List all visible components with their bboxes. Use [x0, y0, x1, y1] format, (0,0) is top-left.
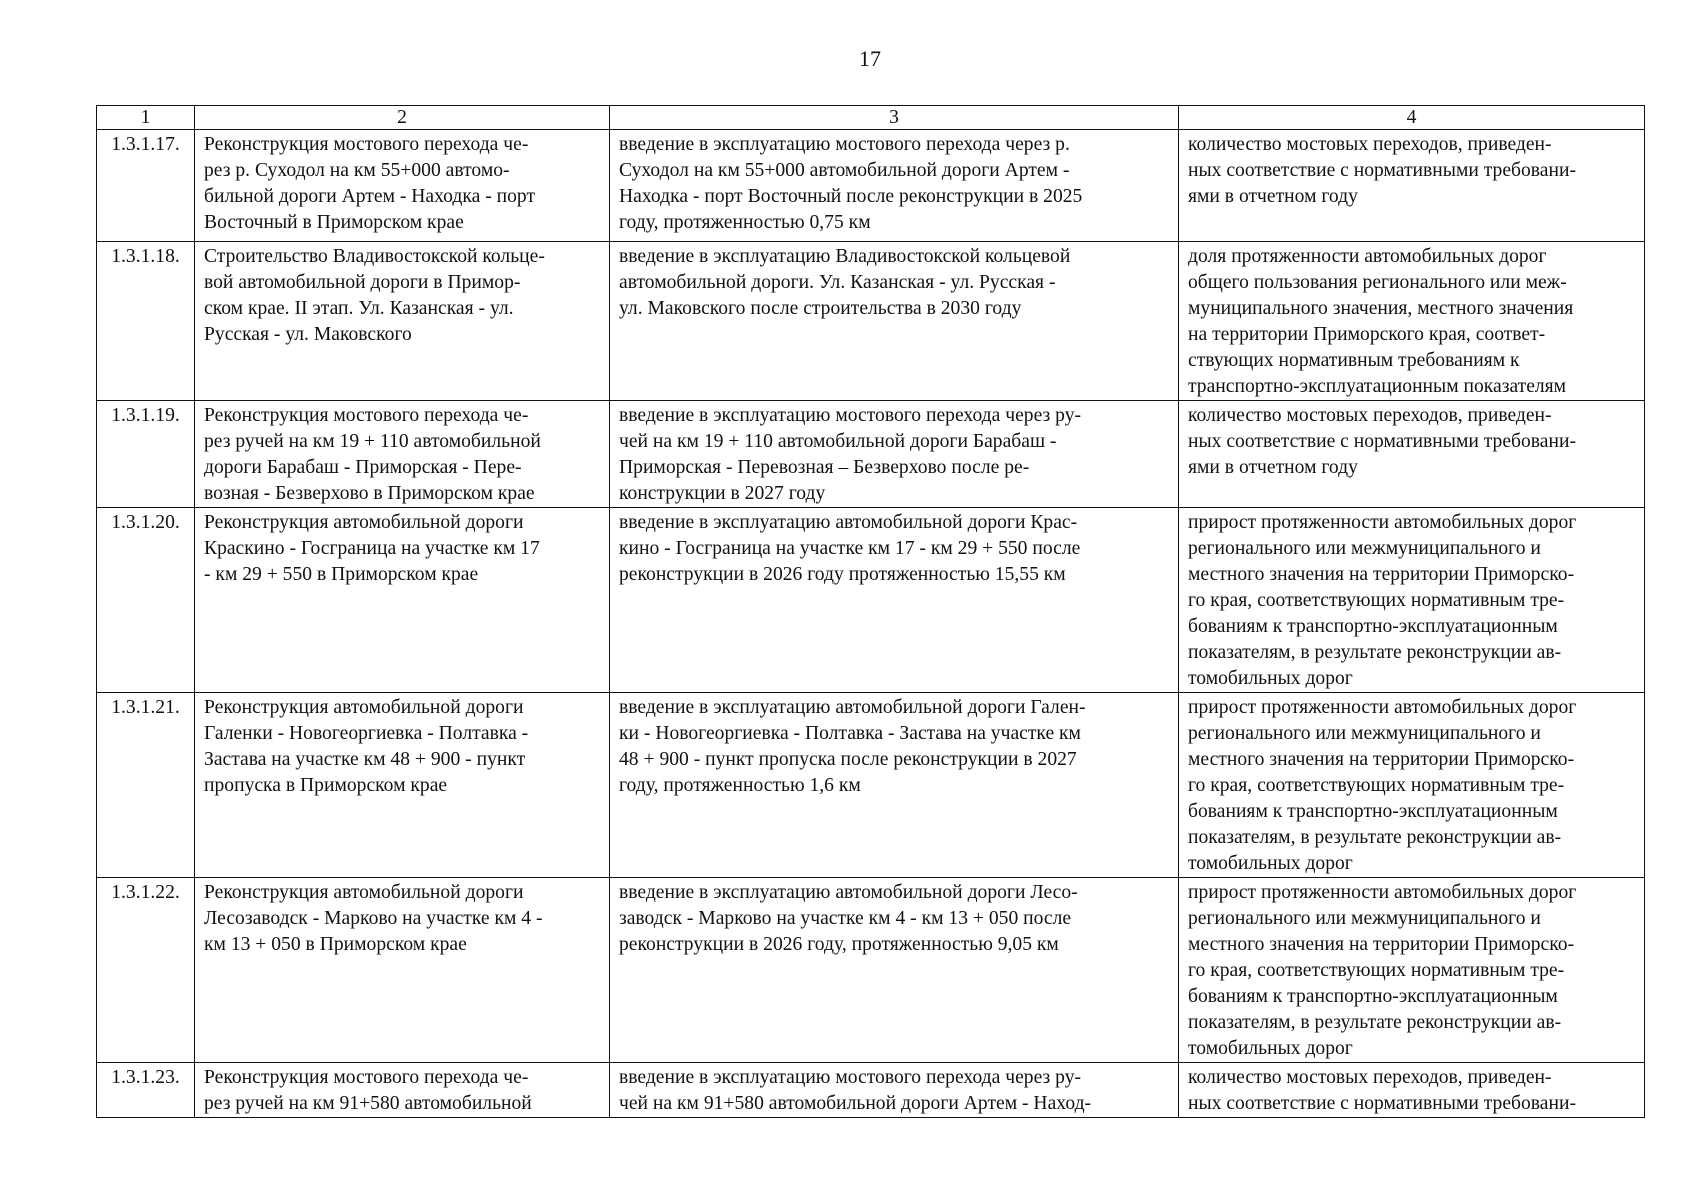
cell-text-line: бованиям к транспортно-эксплуатационным [1188, 616, 1558, 637]
cell-text-line: конструкции в 2027 году [619, 483, 826, 504]
cell-text-line: Восточный в Приморском крае [204, 212, 464, 233]
page-number: 17 [859, 46, 881, 71]
cell-text-line: местного значения на территории Приморско- [1188, 934, 1575, 955]
cell-text-line: введение в эксплуатацию мостового перехода через р. [619, 134, 1070, 155]
cell-text-line: введение в эксплуатацию автомобильной дороги Лесо- [619, 882, 1078, 903]
cell-text-line: ствующих нормативным требованиям к [1188, 350, 1520, 371]
cell-text-line: Реконструкция автомобильной дороги [204, 882, 524, 903]
cell-text-line: Лесозаводск - Марково на участке км 4 - [204, 908, 543, 929]
cell-text-line: ных соответствие с нормативными требовани- [1188, 1093, 1576, 1114]
measure-name-cell [195, 401, 610, 508]
cell-text-line: местного значения на территории Приморско- [1188, 564, 1575, 585]
cell-text-line: Реконструкция мостового перехода че- [204, 134, 529, 155]
result-description-cell [610, 878, 1179, 1063]
cell-text-line: чей на км 91+580 автомобильной дороги Артем - Наход- [619, 1093, 1092, 1114]
cell-text-line: ных соответствие с нормативными требовани- [1188, 431, 1576, 452]
cell-text-line: показателям, в результате реконструкции ав- [1188, 1012, 1562, 1033]
cell-text-line: го края, соответствующих нормативным тре- [1188, 960, 1565, 981]
cell-text-line: пропуска в Приморском крае [204, 775, 448, 796]
cell-text-line: вой автомобильной дороги в Примор- [204, 272, 521, 293]
cell-text-line: го края, соответствующих нормативным тре- [1188, 590, 1565, 611]
cell-text-line: Приморская - Перевозная – Безверхово после ре- [619, 457, 1030, 478]
cell-text-line: реконструкции в 2026 году протяженностью 15,55 км [619, 564, 1066, 585]
cell-text-line: показателям, в результате реконструкции ав- [1188, 827, 1562, 848]
cell-text-line: Суходол на км 55+000 автомобильной дороги Артем - [619, 160, 1070, 181]
header-col-1: 1 [97, 106, 195, 130]
cell-text-line: общего пользования регионального или меж- [1188, 272, 1567, 293]
cell-text-line: заводск - Марково на участке км 4 - км 13 + 050 после [619, 908, 1072, 929]
cell-text-line: Реконструкция автомобильной дороги [204, 512, 524, 533]
row-number-cell: 1.3.1.17. [97, 130, 195, 242]
cell-text-line: бованиям к транспортно-эксплуатационным [1188, 986, 1558, 1007]
cell-text-line: Реконструкция автомобильной дороги [204, 697, 524, 718]
table-body [97, 130, 1645, 1118]
cell-text-line: на территории Приморского края, соответ- [1188, 324, 1546, 345]
indicator-cell [1179, 508, 1645, 693]
cell-text-line: прирост протяженности автомобильных дорог [1188, 512, 1577, 533]
cell-text-line: ных соответствие с нормативными требовани- [1188, 160, 1576, 181]
row-number-cell: 1.3.1.21. [97, 693, 195, 878]
table-row [97, 878, 1645, 1063]
program-measures-table [96, 105, 1645, 1118]
cell-text-line: регионального или межмуниципального и [1188, 723, 1541, 744]
table-row [97, 508, 1645, 693]
result-description-cell [610, 242, 1179, 401]
cell-text-line: го края, соответствующих нормативным тре- [1188, 775, 1565, 796]
measure-name-cell [195, 130, 610, 242]
cell-text-line: ки - Новогеоргиевка - Полтавка - Застава на участке км [619, 723, 1081, 744]
cell-text-line: дороги Барабаш - Приморская - Пере- [204, 457, 522, 478]
measure-name-cell [195, 878, 610, 1063]
cell-text-line: местного значения на территории Приморско- [1188, 749, 1575, 770]
cell-text-line: ул. Маковского после строительства в 2030 году [619, 298, 1022, 319]
cell-text-line: томобильных дорог [1188, 668, 1353, 689]
cell-text-line: введение в эксплуатацию автомобильной дороги Крас- [619, 512, 1078, 533]
table-row [97, 693, 1645, 878]
table-row [97, 1063, 1645, 1118]
header-col-3: 3 [610, 106, 1179, 130]
cell-text-line: прирост протяженности автомобильных дорог [1188, 697, 1577, 718]
cell-text-line: году, протяженностью 0,75 км [619, 212, 871, 233]
cell-text-line: Реконструкция мостового перехода че- [204, 1067, 529, 1088]
cell-text-line: Краскино - Госграница на участке км 17 [204, 538, 540, 559]
cell-text-line: 48 + 900 - пункт пропуска после реконструкции в 2027 [619, 749, 1077, 770]
row-number-cell: 1.3.1.23. [97, 1063, 195, 1118]
indicator-cell [1179, 878, 1645, 1063]
result-description-cell [610, 693, 1179, 878]
table-row [97, 242, 1645, 401]
cell-text-line: Строительство Владивостокской кольце- [204, 246, 545, 267]
measure-name-cell [195, 693, 610, 878]
table-row [97, 130, 1645, 242]
header-col-2: 2 [195, 106, 610, 130]
cell-text-line: прирост протяженности автомобильных дорог [1188, 882, 1577, 903]
cell-text-line: количество мостовых переходов, приведен- [1188, 1067, 1552, 1088]
cell-text-line: доля протяженности автомобильных дорог [1188, 246, 1547, 267]
measure-name-cell [195, 1063, 610, 1118]
cell-text-line: реконструкции в 2026 году, протяженностью 9,05 км [619, 934, 1059, 955]
cell-text-line: томобильных дорог [1188, 1038, 1353, 1059]
cell-text-line: автомобильной дороги. Ул. Казанская - ул. Русская - [619, 272, 1056, 293]
cell-text-line: рез р. Суходол на км 55+000 автомо- [204, 160, 510, 181]
result-description-cell [610, 130, 1179, 242]
cell-text-line: бильной дороги Артем - Находка - порт [204, 186, 536, 207]
result-description-cell [610, 401, 1179, 508]
row-number-cell: 1.3.1.20. [97, 508, 195, 693]
cell-text-line: Находка - порт Восточный после реконструкции в 2025 [619, 186, 1083, 207]
table-header-row [97, 106, 1645, 130]
cell-text-line: ями в отчетном году [1188, 186, 1358, 207]
cell-text-line: рез ручей на км 91+580 автомобильной [204, 1093, 532, 1114]
table-row [97, 401, 1645, 508]
measure-name-cell [195, 242, 610, 401]
cell-text-line: бованиям к транспортно-эксплуатационным [1188, 801, 1558, 822]
header-col-4: 4 [1179, 106, 1645, 130]
result-description-cell [610, 508, 1179, 693]
row-number-cell: 1.3.1.19. [97, 401, 195, 508]
cell-text-line: ями в отчетном году [1188, 457, 1358, 478]
cell-text-line: введение в эксплуатацию мостового перехода через ру- [619, 405, 1082, 426]
indicator-cell [1179, 401, 1645, 508]
cell-text-line: транспортно-эксплуатационным показателям [1188, 376, 1567, 397]
result-description-cell [610, 1063, 1179, 1118]
cell-text-line: Русская - ул. Маковского [204, 324, 412, 345]
cell-text-line: Реконструкция мостового перехода че- [204, 405, 529, 426]
indicator-cell [1179, 130, 1645, 242]
row-number-cell: 1.3.1.22. [97, 878, 195, 1063]
cell-text-line: показателям, в результате реконструкции ав- [1188, 642, 1562, 663]
cell-text-line: рез ручей на км 19 + 110 автомобильной [204, 431, 541, 452]
cell-text-line: введение в эксплуатацию мостового перехода через ру- [619, 1067, 1082, 1088]
cell-text-line: томобильных дорог [1188, 853, 1353, 874]
cell-text-line: возная - Безверхово в Приморском крае [204, 483, 535, 504]
cell-text-line: чей на км 19 + 110 автомобильной дороги Барабаш - [619, 431, 1057, 452]
cell-text-line: количество мостовых переходов, приведен- [1188, 134, 1552, 155]
cell-text-line: кино - Госграница на участке км 17 - км 29 + 550 после [619, 538, 1081, 559]
cell-text-line: ском крае. II этап. Ул. Казанская - ул. [204, 298, 514, 319]
indicator-cell [1179, 1063, 1645, 1118]
cell-text-line: км 13 + 050 в Приморском крае [204, 934, 467, 955]
cell-text-line: - км 29 + 550 в Приморском крае [204, 564, 479, 585]
indicator-cell [1179, 693, 1645, 878]
cell-text-line: Галенки - Новогеоргиевка - Полтавка - [204, 723, 529, 744]
indicator-cell [1179, 242, 1645, 401]
cell-text-line: году, протяженностью 1,6 км [619, 775, 861, 796]
cell-text-line: муниципального значения, местного значения [1188, 298, 1574, 319]
cell-text-line: количество мостовых переходов, приведен- [1188, 405, 1552, 426]
cell-text-line: Застава на участке км 48 + 900 - пункт [204, 749, 526, 770]
row-number-cell: 1.3.1.18. [97, 242, 195, 401]
measure-name-cell [195, 508, 610, 693]
cell-text-line: введение в эксплуатацию автомобильной дороги Гален- [619, 697, 1086, 718]
cell-text-line: введение в эксплуатацию Владивостокской кольцевой [619, 246, 1071, 267]
cell-text-line: регионального или межмуниципального и [1188, 908, 1541, 929]
cell-text-line: регионального или межмуниципального и [1188, 538, 1541, 559]
